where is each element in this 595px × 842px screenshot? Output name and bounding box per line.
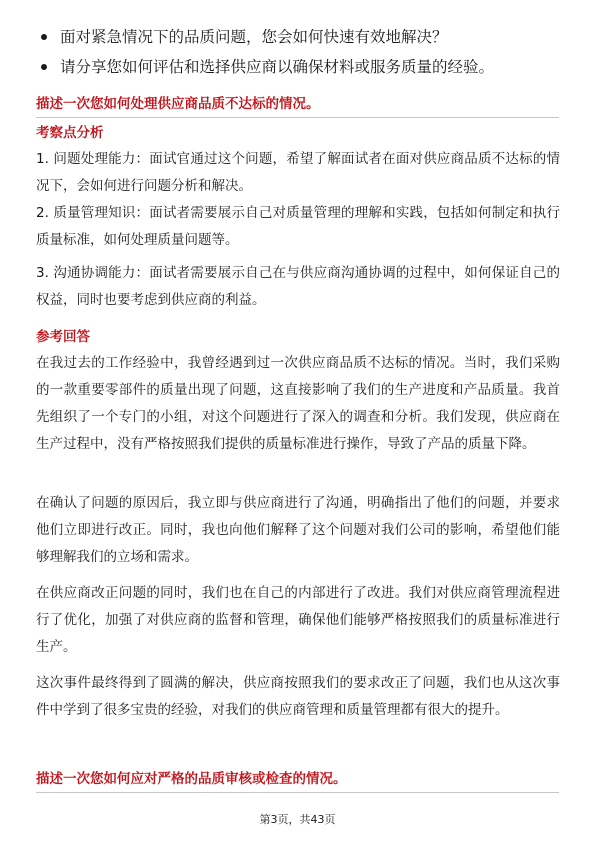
question-heading: 描述一次您如何应对严格的品质审核或检查的情况。 <box>36 771 347 787</box>
bullet-dot-icon <box>41 64 47 70</box>
answer-paragraph-2: 在确认了问题的原因后，我立即与供应商进行了沟通，明确指出了他们的问题，并要求他们立即进行改正。同时，我也向他们解释了这个问题对我们公司的影响，希望他们能够理解我们的立场和需求。 <box>36 495 560 565</box>
question-divider <box>36 117 559 118</box>
analysis-point-3: 3. 沟通协调能力：面试者需要展示自己在与供应商沟通协调的过程中，如何保证自己的权益，同时也要考虑到供应商的利益。 <box>36 265 560 308</box>
answer-paragraph-4: 这次事件最终得到了圆满的解决，供应商按照我们的要求改正了问题，我们也从这次事件中学到了很多宝贵的经验，对我们的供应商管理和质量管理都有很大的提升。 <box>36 675 560 718</box>
question-bullet-list <box>38 22 568 82</box>
bullet-text: 请分享您如何评估和选择供应商以确保材料或服务质量的经验。 <box>60 58 495 76</box>
question-heading: 描述一次您如何处理供应商品质不达标的情况。 <box>36 96 320 112</box>
page-number: 第3页，共43页 <box>259 813 336 826</box>
bullet-item <box>38 22 568 52</box>
bullet-text: 面对紧急情况下的品质问题，您会如何快速有效地解决？ <box>60 28 448 46</box>
answer-paragraph-1: 在我过去的工作经验中，我曾经遇到过一次供应商品质不达标的情况。当时，我们采购的一款重要零部件的质量出现了问题，这直接影响了我们的生产进度和产品质量。我首先组织了一个专门的小组，对这个问题进行了深入的调查和分析。我们发现，供应商在生产过程中，没有严格按照我们提供的质量标准进行操作，导致了产品的质量下降。 <box>36 355 560 452</box>
analysis-point-1: 1. 问题处理能力：面试官通过这个问题，希望了解面试者在面对供应商品质不达标的情况下，会如何进行问题分析和解决。 <box>36 151 560 194</box>
answer-paragraph-3: 在供应商改正问题的同时，我们也在自己的内部进行了改进。我们对供应商管理流程进行了优化，加强了对供应商的监督和管理，确保他们能够严格按照我们的质量标准进行生产。 <box>36 585 560 655</box>
bullet-dot-icon <box>41 34 47 40</box>
bullet-item <box>38 52 568 82</box>
analysis-point-2: 2. 质量管理知识：面试者需要展示自己对质量管理的理解和实践，包括如何制定和执行质量标准，如何处理质量问题等。 <box>36 205 560 248</box>
analysis-heading: 考察点分析 <box>36 125 104 141</box>
question-divider <box>36 792 559 793</box>
answer-heading: 参考回答 <box>36 329 90 345</box>
